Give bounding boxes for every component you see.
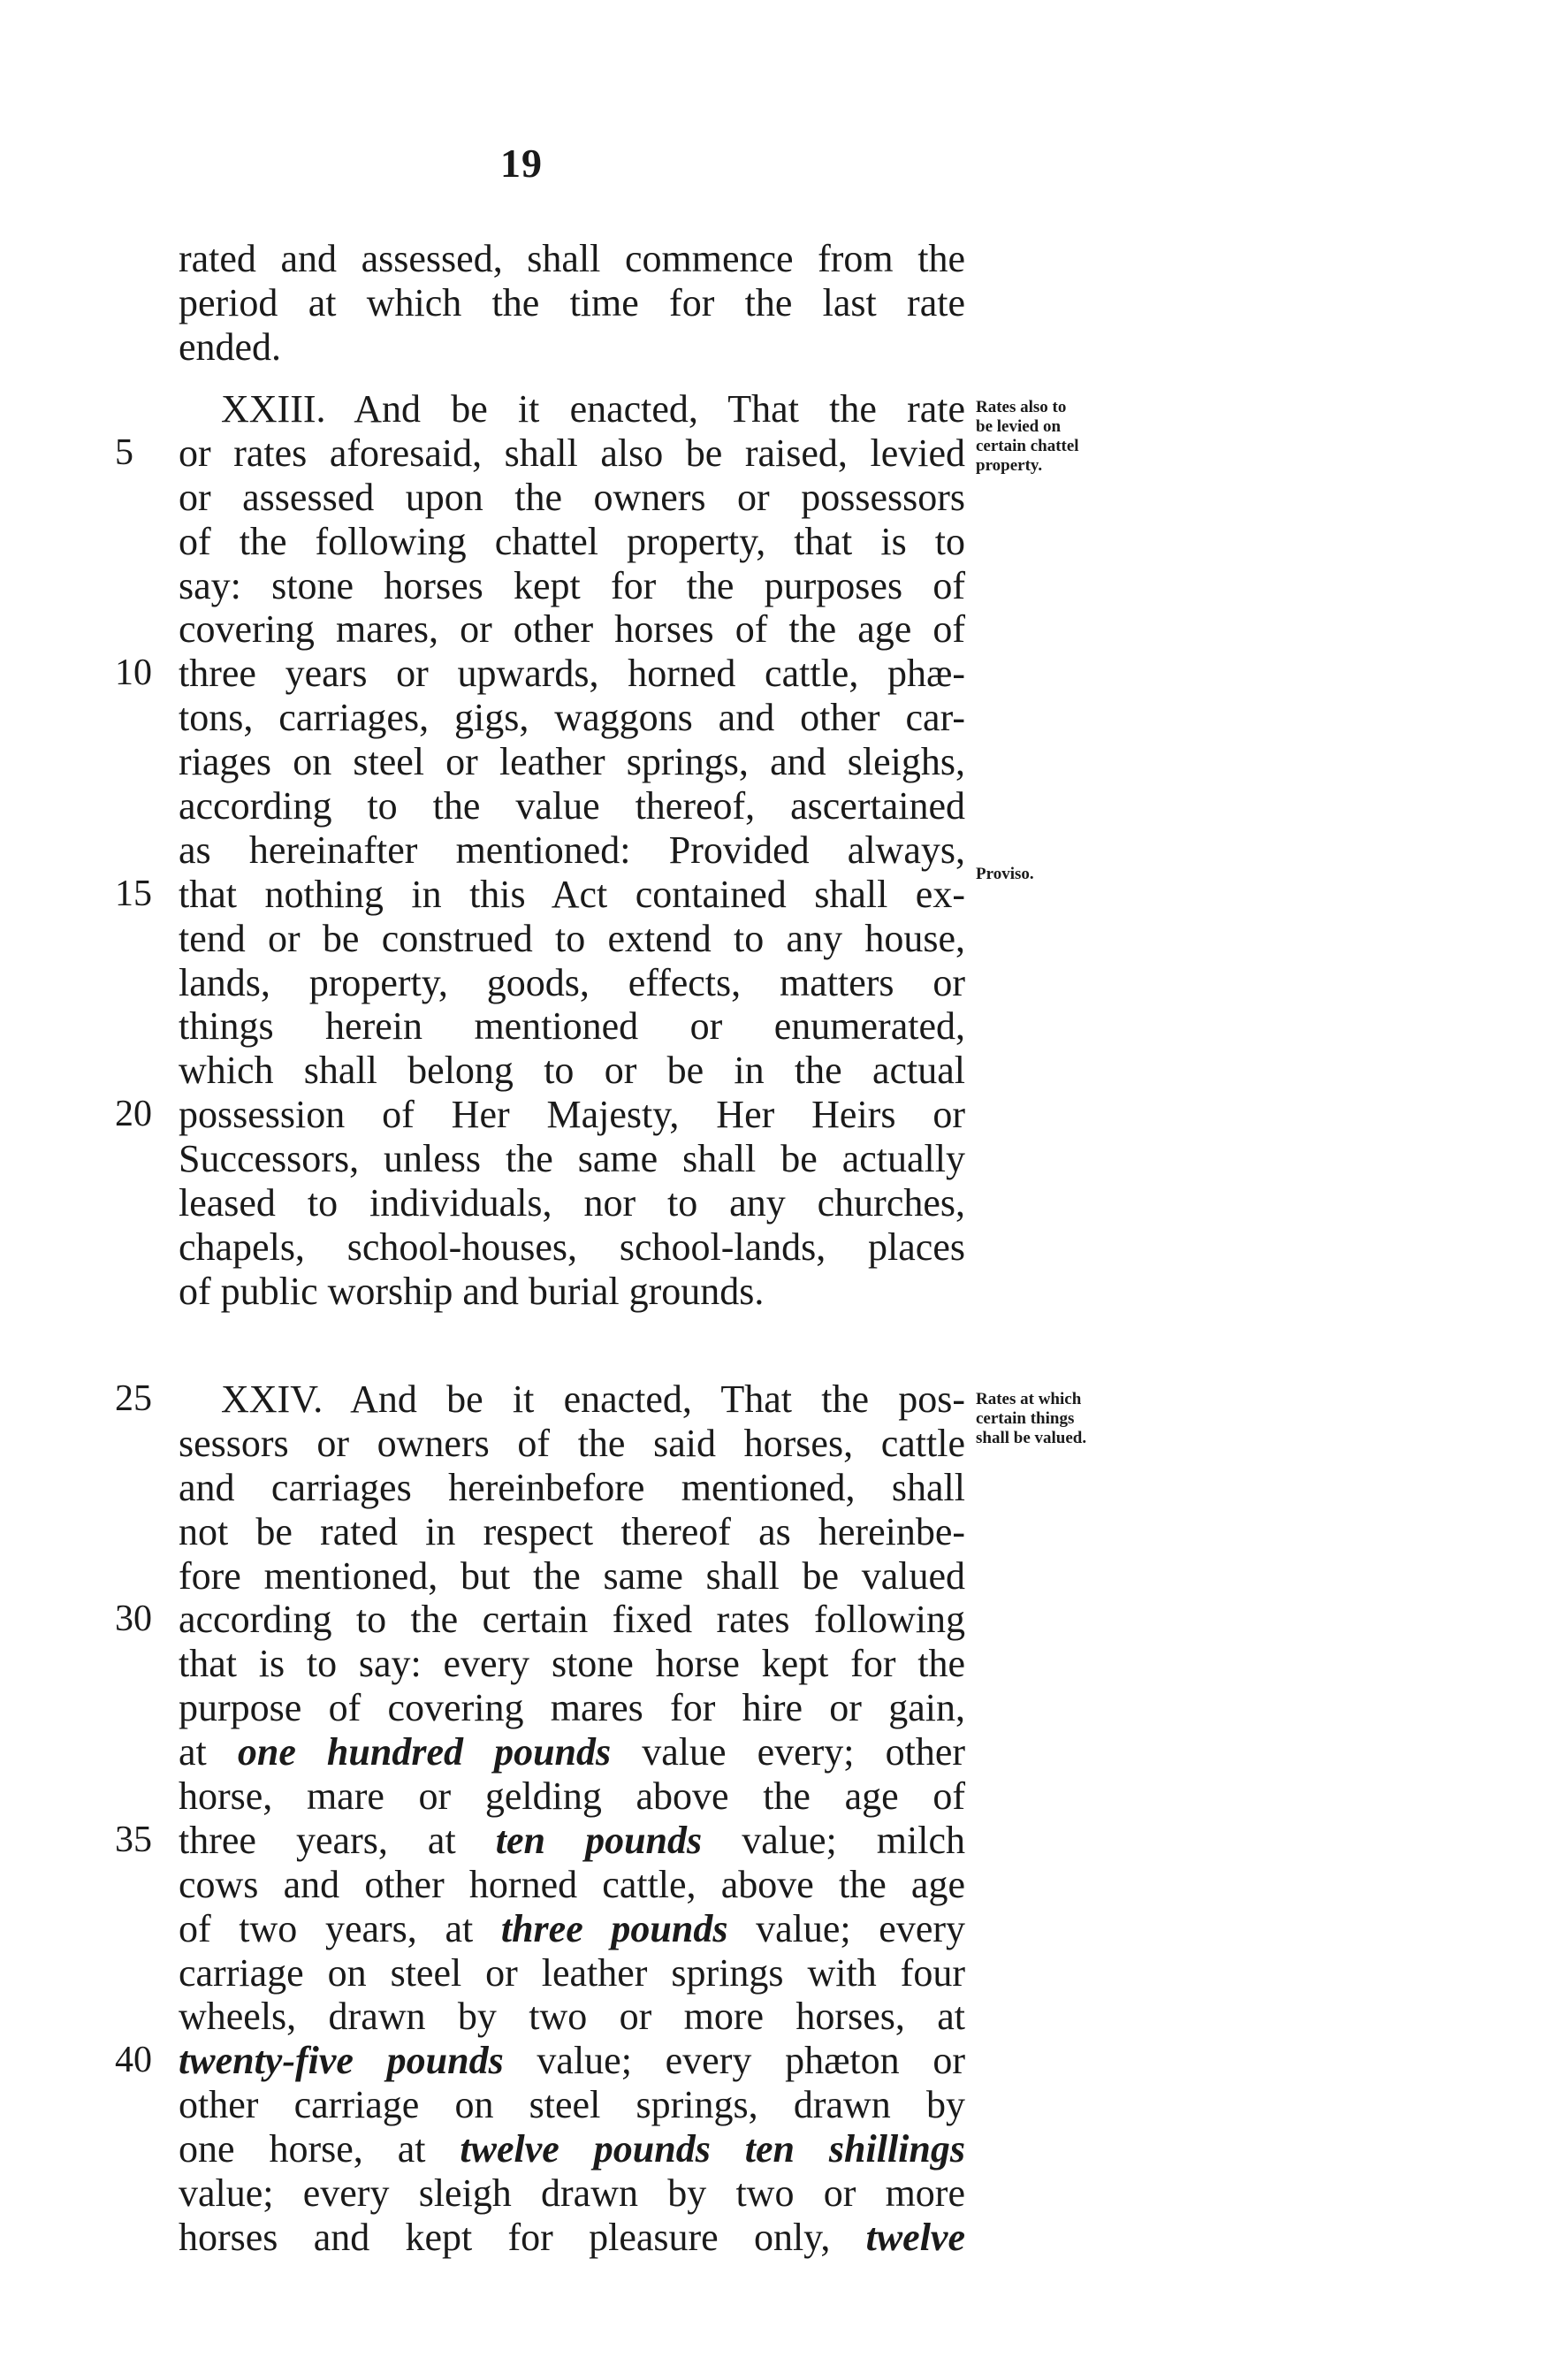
page-number: 19 bbox=[500, 141, 543, 186]
text-line: and carriages hereinbefore mentioned, shall bbox=[179, 1465, 965, 1509]
italic-value: ten pounds bbox=[495, 1818, 703, 1862]
text-line bbox=[179, 1730, 965, 1774]
margin-note-line: certain chattel bbox=[976, 437, 1079, 455]
margin-note-line: certain things bbox=[976, 1409, 1075, 1428]
italic-value: one hundred pounds bbox=[237, 1730, 612, 1774]
text-line: Successors, unless the same shall be actually bbox=[179, 1137, 965, 1181]
text-line: according to the value thereof, ascertained bbox=[179, 784, 965, 828]
italic-value: three pounds bbox=[500, 1906, 728, 1950]
text-line bbox=[115, 2039, 966, 2083]
text-line bbox=[115, 1377, 965, 1422]
text-line: things herein mentioned or enumerated, bbox=[179, 1004, 965, 1049]
text-line: that is to say: every stone horse kept for the bbox=[179, 1642, 965, 1686]
text-line: of public worship and burial grounds. bbox=[179, 1269, 765, 1313]
line-number: 30 bbox=[115, 1599, 152, 1640]
text-line: riages on steel or leather springs, and sleighs, bbox=[179, 740, 965, 784]
text-line: leased to individuals, nor to any churches, bbox=[179, 1181, 965, 1225]
text-line bbox=[179, 1907, 965, 1951]
line-text: three years or upwards, horned cattle, phæ- bbox=[179, 652, 965, 696]
line-text: value; milch bbox=[742, 1818, 966, 1862]
line-text: or rates aforesaid, shall also be raised, levied bbox=[179, 431, 965, 475]
section-xxiv bbox=[115, 1377, 966, 2260]
text-line: tend or be construed to extend to any house, bbox=[179, 916, 965, 960]
text-line: carriage on steel or leather springs with four bbox=[179, 1950, 965, 1995]
line-number: 25 bbox=[115, 1378, 152, 1419]
italic-value: twelve bbox=[865, 2215, 965, 2259]
text-line: say: stone horses kept for the purposes of bbox=[179, 563, 965, 607]
text-line: covering mares, or other horses of the age of bbox=[179, 607, 965, 652]
margin-note-line: shall be valued. bbox=[976, 1429, 1087, 1447]
line-text: of two years, at bbox=[179, 1906, 474, 1950]
margin-note-line: be levied on bbox=[976, 417, 1062, 436]
text-line: XXIII. And be it enacted, That the rate bbox=[221, 387, 965, 431]
text-line bbox=[115, 1818, 966, 1863]
text-line: of the following chattel property, that is to bbox=[179, 519, 965, 563]
text-line: ended. bbox=[179, 324, 282, 369]
text-line: horse, mare or gelding above the age of bbox=[179, 1774, 965, 1819]
line-text: three years, at bbox=[179, 1818, 456, 1862]
line-text: that nothing in this Act contained shall ex- bbox=[179, 872, 965, 916]
text-line: not be rated in respect thereof as hereinbe- bbox=[179, 1509, 965, 1553]
text-line: as hereinafter mentioned: Provided always, bbox=[179, 828, 965, 872]
line-text: according to the certain fixed rates following bbox=[179, 1598, 965, 1642]
line-text: one horse, at bbox=[179, 2127, 426, 2171]
text-line: wheels, drawn by two or more horses, at bbox=[179, 1995, 965, 2039]
margin-note-proviso bbox=[976, 865, 1170, 884]
text-line: or assessed upon the owners or possessors bbox=[179, 475, 965, 519]
line-text: at bbox=[179, 1730, 207, 1774]
line-number: 10 bbox=[115, 652, 152, 694]
text-line: chapels, school-houses, school-lands, places bbox=[179, 1225, 965, 1269]
text-line bbox=[115, 872, 965, 917]
text-line bbox=[179, 2127, 965, 2171]
margin-note-line: Proviso. bbox=[976, 865, 1034, 883]
italic-value: twelve pounds ten shillings bbox=[460, 2127, 966, 2171]
text-line bbox=[115, 431, 965, 476]
text-line bbox=[115, 1598, 965, 1642]
line-number: 40 bbox=[115, 2040, 152, 2081]
text-line: rated and assessed, shall commence from the bbox=[179, 237, 965, 280]
text-line bbox=[115, 1093, 965, 1137]
margin-note-line: Rates also to bbox=[976, 398, 1067, 416]
line-text: possession of Her Majesty, Her Heirs or bbox=[179, 1093, 965, 1137]
italic-value: twenty-five pounds bbox=[179, 2039, 504, 2083]
text-line bbox=[115, 652, 965, 696]
line-number: 35 bbox=[115, 1819, 152, 1860]
margin-note-chattel bbox=[976, 398, 1170, 476]
line-text: value; every phæton or bbox=[537, 2039, 966, 2083]
text-line bbox=[179, 2216, 965, 2260]
text-line: which shall belong to or be in the actual bbox=[179, 1049, 965, 1093]
line-number: 20 bbox=[115, 1094, 152, 1135]
text-line: other carriage on steel springs, drawn by bbox=[179, 2083, 965, 2127]
text-line: fore mentioned, but the same shall be valued bbox=[179, 1553, 965, 1598]
margin-note-line: property. bbox=[976, 456, 1043, 475]
text-line: purpose of covering mares for hire or gain, bbox=[179, 1686, 965, 1730]
section-xxiii bbox=[115, 387, 965, 1314]
line-text: value; every bbox=[756, 1906, 965, 1950]
text-line: tons, carriages, gigs, waggons and other car- bbox=[179, 696, 965, 740]
text-line: value; every sleigh drawn by two or more bbox=[179, 2171, 965, 2216]
line-text: value every; other bbox=[642, 1730, 965, 1774]
margin-note-line: Rates at which bbox=[976, 1390, 1082, 1408]
line-text: XXIV. And be it enacted, That the pos- bbox=[221, 1377, 965, 1421]
line-text: horses and kept for pleasure only, bbox=[179, 2215, 831, 2259]
text-line: lands, property, goods, effects, matters or bbox=[179, 960, 965, 1004]
line-number: 15 bbox=[115, 873, 152, 914]
text-line: period at which the time for the last rate bbox=[179, 280, 965, 324]
continuation-paragraph bbox=[179, 237, 965, 370]
text-line: sessors or owners of the said horses, cattle bbox=[179, 1421, 965, 1465]
margin-note-rates bbox=[976, 1390, 1170, 1448]
line-number: 5 bbox=[115, 431, 133, 473]
text-line: cows and other horned cattle, above the age bbox=[179, 1862, 965, 1906]
